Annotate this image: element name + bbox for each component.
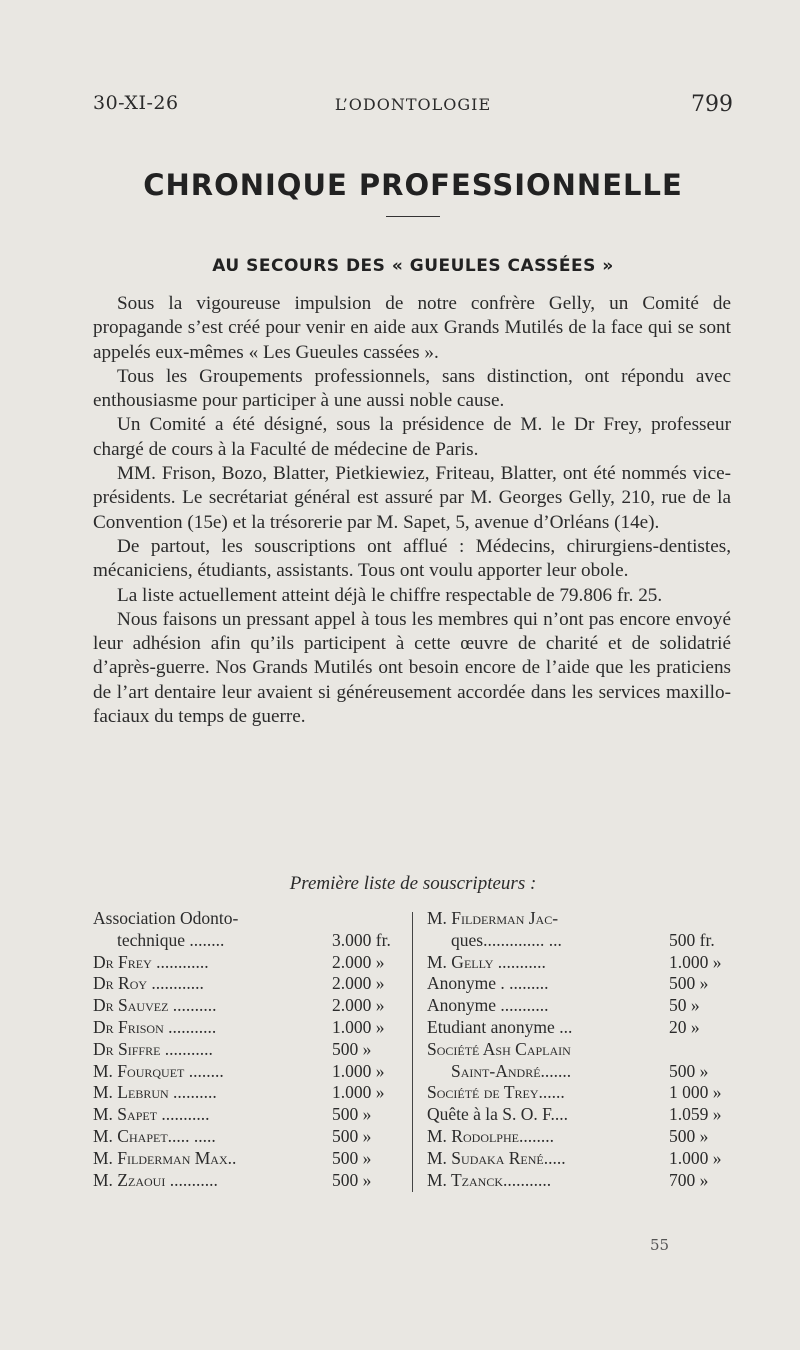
subscriber-name: M. Filderman Jac- <box>427 908 559 928</box>
subscriber-amount: 500 » <box>669 973 709 994</box>
subscribers-list-title: Première liste de souscripteurs : <box>289 873 537 894</box>
subscriber-amount: 3.000 fr. <box>332 929 391 950</box>
subscriber-name: Etudiant anonyme ... <box>427 1016 573 1037</box>
article-title: AU SECOURS DES « GUEULES CASSÉES » <box>212 256 614 276</box>
subscriber-amount: 500 » <box>669 1125 709 1146</box>
subscriber-amount: 1.000 » <box>669 951 722 972</box>
subscriber-name: M. Gelly ........... <box>427 951 546 972</box>
subscriber-name: M. Chapet..... ..... <box>93 1125 216 1146</box>
subscriber-name: Anonyme ........... <box>427 995 549 1016</box>
list-item <box>427 908 737 930</box>
subscriber-amount: 500 » <box>332 1038 372 1059</box>
list-item <box>427 973 737 995</box>
list-item <box>427 1082 737 1104</box>
subscriber-name: technique ........ <box>117 929 225 950</box>
subscriber-name: Association Odonto- <box>93 908 239 928</box>
paragraph: Sous la vigoureuse impulsion de notre confrère Gelly, un Comité de propagande s’est créé pour venir en aide aux Grands Mutilés de la face qui se sont appelés eux-mêmes « Les Gueules cassées ». <box>93 293 731 363</box>
list-item <box>427 1170 737 1192</box>
list-item <box>93 930 400 952</box>
subscriber-name: M. Zzaoui ........... <box>93 1169 218 1190</box>
subscriber-amount: 500 » <box>669 1060 709 1081</box>
journal-name: L’ODONTOLOGIE <box>334 95 492 114</box>
list-item <box>427 1104 737 1126</box>
subscriber-amount: 700 » <box>669 1169 709 1190</box>
list-item <box>427 952 737 974</box>
paragraph: La liste actuellement atteint déjà le chiffre respectable de 79.806 fr. 25. <box>117 584 663 606</box>
subscriber-amount: 2.000 » <box>332 973 385 994</box>
list-item <box>427 1061 737 1083</box>
subscriber-name: M. Sudaka René..... <box>427 1147 566 1168</box>
page-number: 799 <box>691 92 733 117</box>
paragraph: MM. Frison, Bozo, Blatter, Pietkiewiez, Friteau, Blatter, ont été nommés vice-présidents. Le secrétariat général est assuré par M. Georges Gelly, 210, rue de la Convention (15e) et la trésorerie par M. Sapet, 5, avenue d’Orléans (14e). <box>93 463 731 533</box>
subscriber-name: M. Fourquet ........ <box>93 1060 224 1081</box>
list-item <box>93 1170 400 1192</box>
subscriber-amount: 1 000 » <box>669 1082 722 1103</box>
list-item <box>93 1039 400 1061</box>
subscriber-name: Quête à la S. O. F.... <box>427 1104 569 1125</box>
subscriber-amount: 2.000 » <box>332 951 385 972</box>
subscriber-amount: 500 fr. <box>669 929 715 950</box>
subscriber-name: Anonyme . ......... <box>427 973 549 994</box>
subscriber-name: Dr Frey ............ <box>93 951 209 972</box>
list-item <box>427 1148 737 1170</box>
subscribers-right-column <box>427 908 737 1191</box>
list-item <box>93 952 400 974</box>
subscriber-amount: 500 » <box>332 1147 372 1168</box>
list-item <box>427 1126 737 1148</box>
issue-date: 30-XI-26 <box>93 92 179 114</box>
subscriber-name: Société Ash Caplain <box>427 1038 571 1059</box>
paragraph: De partout, les souscriptions ont afflué : Médecins, chirurgiens-dentistes, mécaniciens, étudiants, assistants. Tous ont voulu apporter leur obole. <box>93 535 731 582</box>
list-item <box>427 930 737 952</box>
subscriber-amount: 1.000 » <box>669 1147 722 1168</box>
subscriber-amount: 1.000 » <box>332 1016 385 1037</box>
list-item <box>93 973 400 995</box>
list-item <box>93 1148 400 1170</box>
subscriber-amount: 1.000 » <box>332 1082 385 1103</box>
paragraph: Nous faisons un pressant appel à tous les membres qui n’ont pas encore envoyé leur adhésion afin qu’ils participent à cette œuvre de charité et de solidatrié d’après-guerre. Nos Grands Mutilés ont besoin encore de l’aide que les praticiens de l’art dentaire leur avaient si généreusement accordée dans les services maxillo-faciaux du temps de guerre. <box>93 608 731 728</box>
subscriber-name: Société de Trey...... <box>427 1082 565 1103</box>
subscriber-name: Dr Frison ........... <box>93 1016 217 1037</box>
paragraph: Tous les Groupements professionnels, sans distinction, ont répondu avec enthousiasme pour participer à une aussi noble cause. <box>93 365 731 412</box>
subscriber-name: Saint-André....... <box>451 1060 572 1081</box>
subscriber-amount: 500 » <box>332 1169 372 1190</box>
list-item <box>93 1126 400 1148</box>
subscriber-amount: 1.000 » <box>332 1060 385 1081</box>
subscriber-amount: 20 » <box>669 1016 700 1037</box>
subscriber-name: M. Sapet ........... <box>93 1104 210 1125</box>
subscriber-amount: 50 » <box>669 995 700 1016</box>
subscriber-amount: 2.000 » <box>332 995 385 1016</box>
article-body <box>93 292 731 729</box>
list-item <box>93 1061 400 1083</box>
subscriber-name: Dr Roy ............ <box>93 973 204 994</box>
subscriber-name: M. Filderman Max.. <box>93 1147 237 1168</box>
title-divider <box>386 216 440 217</box>
subscriber-name: M. Rodolphe........ <box>427 1125 554 1146</box>
subscribers-left-column <box>93 908 400 1191</box>
list-item <box>93 1082 400 1104</box>
subscriber-name: Dr Sauvez .......... <box>93 995 217 1016</box>
list-item <box>427 995 737 1017</box>
section-title: CHRONIQUE PROFESSIONNELLE <box>143 168 683 202</box>
list-item <box>93 908 400 930</box>
subscriber-amount: 1.059 » <box>669 1104 722 1125</box>
list-item <box>93 1017 400 1039</box>
list-item <box>93 1104 400 1126</box>
printer-signature: 55 <box>650 1236 670 1254</box>
list-item <box>93 995 400 1017</box>
subscriber-name: M. Lebrun .......... <box>93 1082 217 1103</box>
running-header <box>93 92 733 120</box>
subscriber-name: ques.............. ... <box>451 929 562 950</box>
column-divider <box>412 912 413 1192</box>
subscriber-amount: 500 » <box>332 1125 372 1146</box>
list-item <box>427 1017 737 1039</box>
subscriber-amount: 500 » <box>332 1104 372 1125</box>
subscriber-name: Dr Siffre ........... <box>93 1038 213 1059</box>
paragraph: Un Comité a été désigné, sous la présidence de M. le Dr Frey, professeur chargé de cours à la Faculté de médecine de Paris. <box>93 414 731 460</box>
list-item <box>427 1039 737 1061</box>
subscriber-name: M. Tzanck........... <box>427 1169 552 1190</box>
